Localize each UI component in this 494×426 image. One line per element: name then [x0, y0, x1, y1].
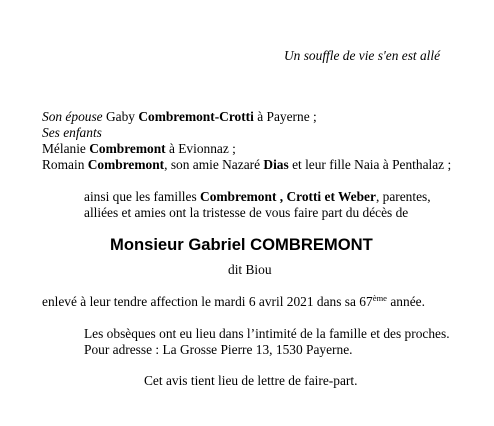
announcement-suffix: , parentes, — [375, 189, 431, 204]
children-heading: Ses enfants — [42, 125, 102, 140]
spouse-prefix: Son épouse — [42, 109, 103, 124]
child-2-surname: Combremont — [87, 157, 165, 172]
announcement-families: Combremont , Crotti et Weber — [200, 189, 376, 204]
spouse-given-name: Gaby — [102, 109, 139, 124]
death-year-word: année. — [387, 294, 425, 309]
child-1-location: à Evionnaz ; — [165, 141, 236, 156]
child-2-line — [42, 157, 451, 173]
funeral-line-1: Les obsèques ont eu lieu dans l’intimité de la famille et des proches. — [84, 326, 450, 341]
announcement-line-1 — [84, 189, 431, 205]
announcement-prefix: ainsi que les familles — [84, 189, 201, 204]
spouse-surname: Combremont-Crotti — [138, 109, 254, 124]
announcement-line-2: alliées et amies ont la tristesse de vous faire part du décès de — [84, 205, 409, 220]
funeral-address: Pour adresse : La Grosse Pierre 13, 1530 Payerne. — [84, 342, 353, 357]
death-text: enlevé à leur tendre affection le mardi 6 avril 2021 dans sa 67 — [42, 294, 373, 309]
death-line — [42, 294, 425, 310]
closing-note: Cet avis tient lieu de lettre de faire-part. — [144, 373, 358, 388]
epigraph: Un souffle de vie s'en est allé — [284, 48, 441, 63]
child-2-given-name: Romain — [42, 157, 88, 172]
spouse-location: à Payerne ; — [253, 109, 317, 124]
deceased-name: Monsieur Gabriel COMBREMONT — [110, 235, 373, 254]
ordinal-suffix: ème — [372, 293, 388, 303]
child-2-partner-text: , son amie Nazaré — [164, 157, 264, 172]
child-2-location: et leur fille Naia à Penthalaz ; — [288, 157, 452, 172]
child-1-line — [42, 141, 236, 157]
child-1-surname: Combremont — [89, 141, 166, 156]
spouse-line — [42, 109, 317, 125]
child-1-given-name: Mélanie — [42, 141, 90, 156]
child-2-partner-surname: Dias — [263, 157, 289, 172]
deceased-nickname: dit Biou — [228, 262, 272, 277]
